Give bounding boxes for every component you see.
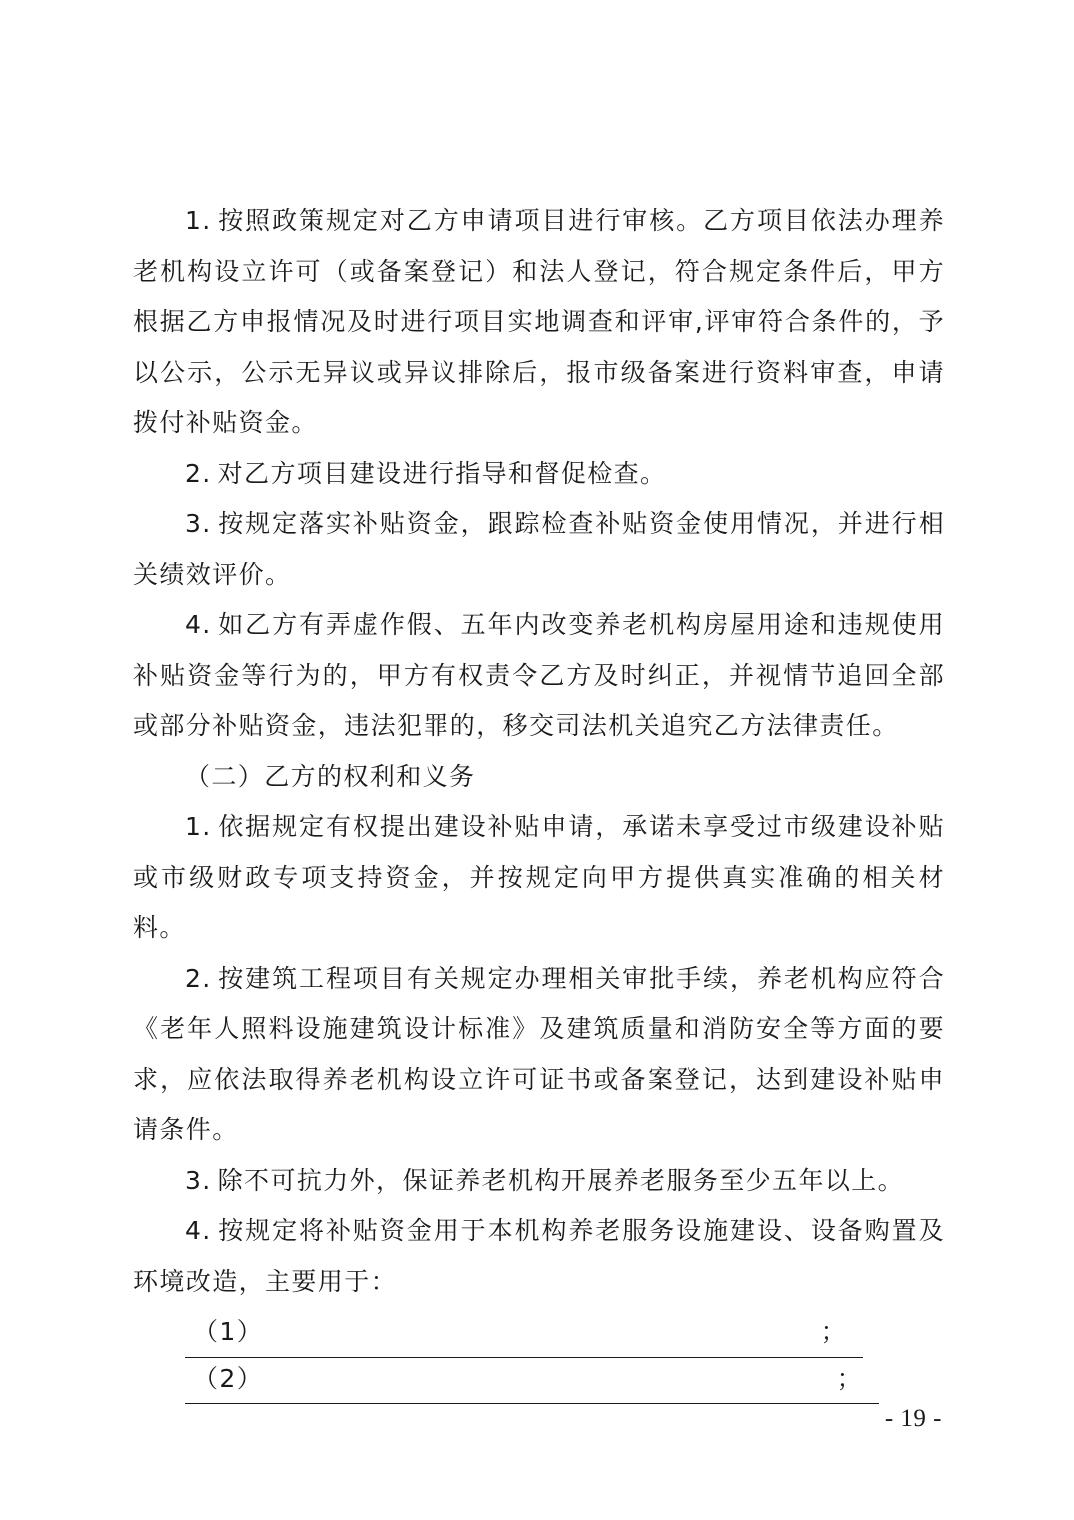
fill-line-label: （2）: [193, 1363, 264, 1393]
fill-line-end: ；: [836, 1363, 863, 1393]
clause-b2: [133, 954, 945, 1156]
clause-number: 2.: [185, 963, 212, 993]
clause-number: 3.: [185, 509, 212, 538]
clause-number: 1.: [185, 812, 212, 841]
clause-number: 3.: [185, 1165, 212, 1195]
clause-text: 按建筑工程项目有关规定办理相关审批手续，养老机构应符合《老年人照料设施建筑设计标准》及建筑质量和消防安全等方面的要求，应依法取得养老机构设立许可证书或备案登记，达到建设补贴申请条件。: [133, 963, 945, 1144]
clause-text: 如乙方有弄虚作假、五年内改变养老机构房屋用途和违规使用补贴资金等行为的，甲方有权责令乙方及时纠正，并视情节追回全部或部分补贴资金，违法犯罪的，移交司法机关追究乙方法律责任。: [133, 610, 945, 740]
clause-text: 按规定落实补贴资金，跟踪检查补贴资金使用情况，并进行相关绩效评价。: [133, 509, 945, 589]
fill-line-label: （1）: [193, 1317, 264, 1346]
clause-number: 2.: [185, 458, 212, 488]
fill-line-end: ；: [820, 1317, 847, 1346]
clause-a4: [133, 600, 945, 752]
clause-b4: [133, 1206, 945, 1307]
clause-a1: [133, 196, 945, 449]
clause-text: 对乙方项目建设进行指导和督促检查。: [217, 458, 667, 488]
clause-number: 1.: [185, 206, 212, 235]
page-number: - 19 -: [884, 1405, 942, 1432]
clause-text: 依据规定有权提出建设补贴申请，承诺未享受过市级建设补贴或市级财政专项支持资金，并按规定向甲方提供真实准确的相关材料。: [133, 812, 945, 942]
clause-number: 4.: [185, 610, 212, 639]
clause-a2: [133, 449, 945, 500]
fill-in-line-2: [185, 1354, 879, 1405]
fill-in-line-1: [185, 1307, 863, 1358]
clause-a3: [133, 499, 945, 600]
document-body: [133, 196, 945, 1404]
clause-text: 按照政策规定对乙方申请项目进行审核。乙方项目依法办理养老机构设立许可（或备案登记）和法人登记，符合规定条件后，甲方根据乙方申报情况及时进行项目实地调查和评审,评审符合条件的，予以公示，公示无异议或异议排除后，报市级备案进行资料审查，申请拨付补贴资金。: [133, 206, 945, 437]
clause-b1: [133, 802, 945, 954]
clause-text: 按规定将补贴资金用于本机构养老服务设施建设、设备购置及环境改造，主要用于：: [133, 1216, 945, 1296]
clause-number: 4.: [185, 1216, 212, 1245]
clause-text: 除不可抗力外，保证养老机构开展养老服务至少五年以上。: [217, 1165, 905, 1195]
section-heading: （二）乙方的权利和义务: [185, 761, 476, 791]
clause-b3: [133, 1156, 945, 1207]
